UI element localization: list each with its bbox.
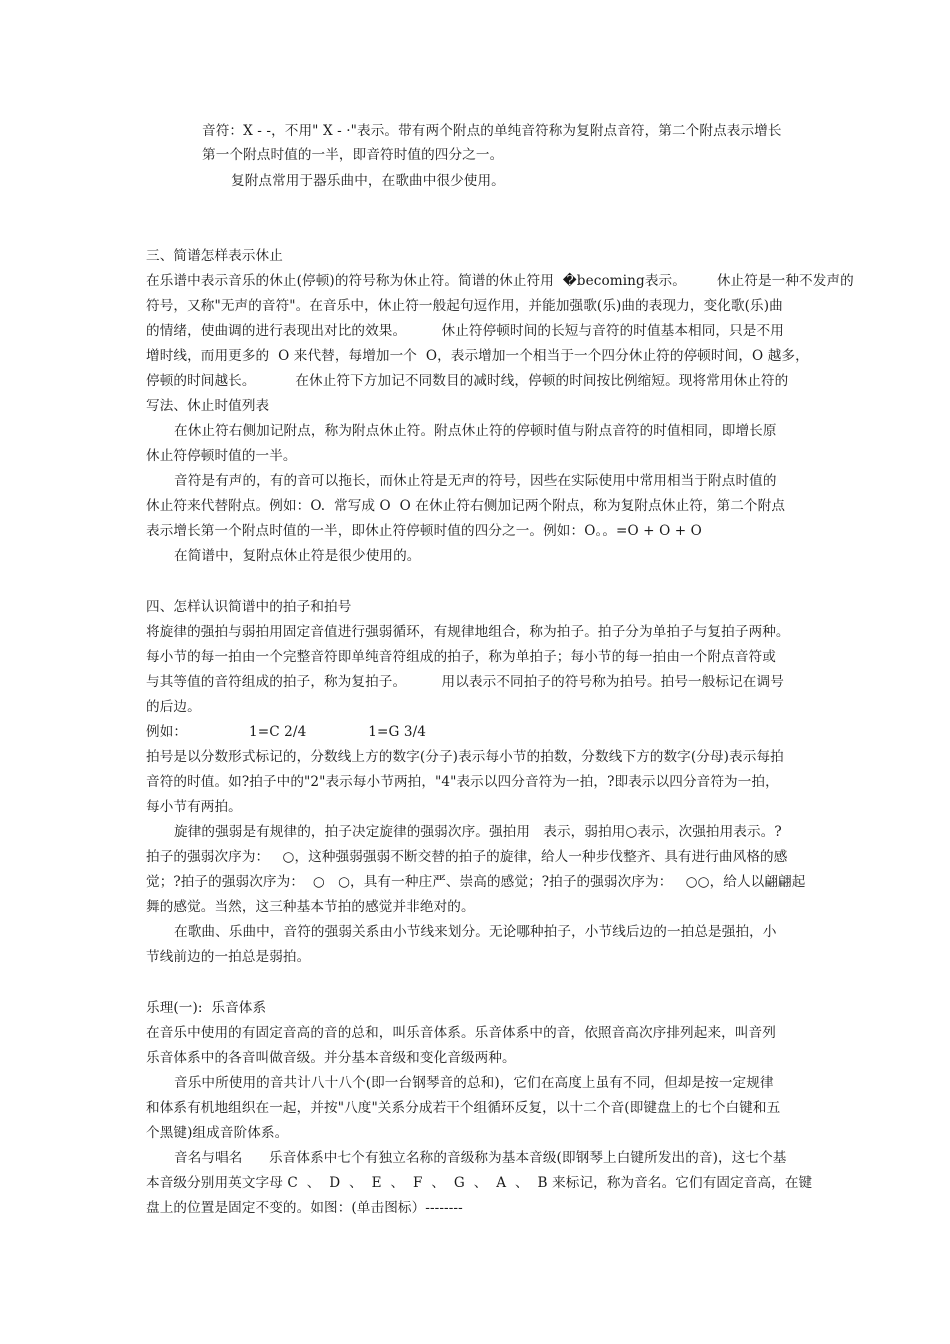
- paragraph-line: 停顿的时间越长。 在休止符下方加记不同数目的减时线，停顿的时间按比例缩短。现将常用休止符的: [146, 373, 789, 389]
- section-heading: 四、怎样认识简谱中的拍子和拍号: [146, 599, 352, 615]
- paragraph-line: 在歌曲、乐曲中，音符的强弱关系由小节线来划分。无论哪种拍子，小节线后边的一拍总是强拍，小: [174, 924, 777, 940]
- paragraph-line: 拍子的强弱次序为： ○，这种强弱强弱不断交替的拍子的旋律，给人一种步伐整齐、具有进行曲风格的感: [146, 849, 788, 865]
- paragraph-line: 每小节的每一拍由一个完整音符即单纯音符组成的拍子，称为单拍子；每小节的每一拍由一个附点音符或: [146, 649, 776, 665]
- paragraph-line: 节线前边的一拍总是弱拍。: [146, 949, 311, 965]
- paragraph-line: 音符的时值。如?拍子中的"2"表示每小节两拍，"4"表示以四分音符为一拍，?即表示以四分音符为一拍，: [146, 774, 779, 790]
- paragraph-line: 写法、休止时值列表: [146, 398, 270, 414]
- paragraph-line: 在休止符右侧加记附点，称为附点休止符。附点休止符的停顿时值与附点音符的时值相同，即增长原: [174, 423, 777, 439]
- paragraph-line: 在乐谱中表示音乐的休止(停顿)的符号称为休止符。简谱的休止符用 �becoming表示。 休止符是一种不发声的: [146, 273, 854, 289]
- paragraph-line: 表示增长第一个附点时值的一半，即休止符停顿时值的四分之一。例如：O。。=O + O + O: [146, 523, 702, 539]
- paragraph-line: 本音级分别用英文字母 C 、 D 、 E 、 F 、 G 、 A 、 B 来标记，称为音名。它们有固定音高，在键: [146, 1175, 813, 1191]
- paragraph-line: 拍号是以分数形式标记的，分数线上方的数字(分子)表示每小节的拍数，分数线下方的数字(分母)表示每拍: [146, 749, 784, 765]
- paragraph-line: 盘上的位置是固定不变的。如图：(单击图标）--------: [146, 1200, 463, 1216]
- paragraph-line: 的后边。: [146, 699, 201, 715]
- paragraph-line: 休止符来代替附点。例如：O. 常写成 O O 在休止符右侧加记两个附点，称为复附点休止符，第二个附点: [146, 498, 786, 514]
- paragraph-line: 在音乐中使用的有固定音高的音的总和，叫乐音体系。乐音体系中的音，依照音高次序排列起来，叫音列: [146, 1025, 776, 1041]
- paragraph-line: 觉；?拍子的强弱次序为： ○ ○，具有一种庄严、崇高的感觉；?拍子的强弱次序为： ○○，给人以翩翩起: [146, 874, 806, 890]
- paragraph-line: 乐音体系中的各音叫做音级。并分基本音级和变化音级两种。: [146, 1050, 516, 1066]
- paragraph-line: 个黑键)组成音阶体系。: [146, 1125, 289, 1141]
- paragraph-line: 将旋律的强拍与弱拍用固定音值进行强弱循环，有规律地组合，称为拍子。拍子分为单拍子与复拍子两种。: [146, 624, 790, 640]
- paragraph-line: 音乐中所使用的音共计八十八个(即一台钢琴音的总和)，它们在高度上虽有不同，但却是按一定规律: [174, 1075, 774, 1091]
- paragraph-line: 每小节有两拍。: [146, 799, 242, 815]
- paragraph-line: 第一个附点时值的一半，即音符时值的四分之一。: [202, 147, 504, 163]
- section-heading: 三、简谱怎样表示休止: [146, 248, 283, 264]
- paragraph-line: 旋律的强弱是有规律的，拍子决定旋律的强弱次序。强拍用 表示，弱拍用○表示，次强拍用表示。?: [174, 824, 782, 840]
- paragraph-line: 与其等值的音符组成的拍子，称为复拍子。 用以表示不同拍子的符号称为拍号。拍号一般标记在调号: [146, 674, 784, 690]
- paragraph-line: 和体系有机地组织在一起，并按"八度"关系分成若干个组循环反复，以十二个音(即键盘上的七个白键和五: [146, 1100, 781, 1116]
- paragraph-line: 音名与唱名 乐音体系中七个有独立名称的音级称为基本音级(即钢琴上白键所发出的音)，这七个基: [174, 1150, 787, 1166]
- paragraph-line: 的情绪，使曲调的进行表现出对比的效果。 休止符停顿时间的长短与音符的时值基本相同，只是不用: [146, 323, 784, 339]
- paragraph-line: 在简谱中，复附点休止符是很少使用的。: [174, 548, 421, 564]
- paragraph-line: 增时线，而用更多的 O 来代替，每增加一个 O，表示增加一个相当于一个四分休止符的停顿时间，O 越多，: [146, 348, 809, 364]
- paragraph-line: 音符是有声的，有的音可以拖长，而休止符是无声的符号，因些在实际使用中常用相当于附点时值的: [174, 473, 777, 489]
- paragraph-line: 复附点常用于器乐曲中，在歌曲中很少使用。: [231, 173, 505, 189]
- paragraph-line: 舞的感觉。当然，这三种基本节拍的感觉并非绝对的。: [146, 899, 475, 915]
- paragraph-line: 音符：X - -，不用" X - ·"表示。带有两个附点的单纯音符称为复附点音符，第二个附点表示增长: [202, 123, 782, 139]
- section-heading: 乐理(一): 乐音体系: [146, 1000, 267, 1016]
- paragraph-line: 休止符停顿时值的一半。: [146, 448, 297, 464]
- paragraph-line: 符号，又称"无声的音符"。在音乐中，休止符一般起句逗作用，并能加强歌(乐)曲的表现力，变化歌(乐)曲: [146, 298, 783, 314]
- paragraph-line: 例如： 1=C 2/4 1=G 3/4: [146, 724, 427, 740]
